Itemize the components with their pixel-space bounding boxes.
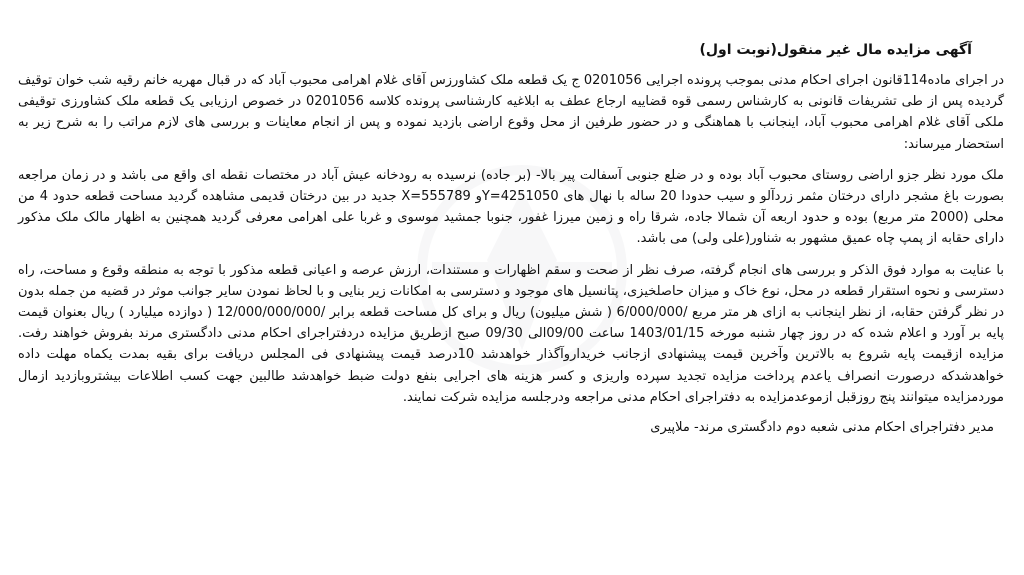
notice-paragraph-intro: در اجرای ماده114قانون اجرای احکام مدنی بموجب پرونده اجرایی 0201056 ج یک قطعه ملک کشاورزس آقای غلام اهرامی محبوب آباد که در قبال مهریه خانم رقیه شب خوان توقیف گردیده پس از طی تشریفات قانونی به کارشناس رسمی قوه قضاییه ارجاع عطف به ابلاغیه کارشناسی پرونده کلاسه 0201056 در خصوص ارزیابی یک قطعه ملک کشاورزی توقیفی ملکی آقای غلام اهرامی محبوب آباد، اینجانب با هماهنگی و در حضور طرفین از محل وقوع اراضی بازدید نموده و پس از انجام معاینات و بررسی های لازم مراتب را به شرح زیر به استحضار میرساند: bbox=[18, 73, 1005, 152]
notice-signature: مدیر دفتراجرای احکام مدنی شعبه دوم دادگستری مرند- ملاپیری bbox=[650, 420, 994, 436]
notice-body bbox=[18, 40, 1004, 451]
notice-paragraph-valuation-and-auction: با عنایت به موارد فوق الذکر و بررسی های انجام گرفته، صرف نظر از صحت و سقم اظهارات و مستندات، ارزش عرصه و اعیانی قطعه مذکور با توجه به منطقه وقوع و مساحت، راه دسترسی و نحوه استقرار قطعه در محل، نوع خاک و میزان حاصلخیزی، پتانسیل های موجود و دسترسی به امکانات زیر بنایی و با لحاظ نمودن سایر جوانب موثر در قضیه من جمله بدون در نظر گرفتن حقابه، از نظر اینجانب به ازای هر متر مربع /6/000/000 ( شش میلیون) ریال و برای کل مساحت قطعه برابر /12/000/000/000 ( دوازده میلیارد ) ریال بعنوان قیمت پایه بر آورد و اعلام شده که در روز چهار شنبه مورخه 1403/01/15 ساعت 09/00الی 09/30 صبح ازطریق مزایده دردفتراجرای احکام مدنی دادگستری مرند بفروش خواهند رفت. مزایده ازقیمت پایه شروع به بالاترین وآخرین قیمت پیشنهادی ازجانب خریداروآگذار خواهدشد 10درصد قیمت پیشنهادی فی المجلس دریافت برای بقیه بمدت یکماه مهلت داده خواهدشدکه درصورت انصراف یاعدم پرداخت مزایده تجدید سپرده واریزی و کسر هزینه های اجرایی بنفع دولت ضبط خواهدشد طالبین جهت کسب اطلاعات بیشتروبازدید ازمال موردمزایده میتوانند پنج روزقبل ازموعدمزایده به دفتراجرای احکام مدنی مراجعه ودرجلسه مزایده شرکت نمایند. bbox=[18, 262, 1005, 405]
notice-paragraph-property-description: ملک مورد نظر جزو اراضی روستای محبوب آباد بوده و در ضلع جنوبی آسفالت پیر بالا- (بر جاده) نرسیده به رودخانه عیش آباد در مختصات نقطه ای واقع می باشد و در زمان مراجعه بصورت باغ مشجر دارای درختان مثمر زردآلو و سیب حدودا 20 ساله با نهال های Y=4251050و X=555789 جدید در بین درختان قدیمی مشاهده گردید مساحت قطعه حدود 4 من محلی (2000 متر مربع) بوده و حدود اربعه آن شمالا جاده، شرقا راه و زمین میرزا غفور، جنوبا جمشید موسوی و غربا علی اهرامی معرفی گردید همچنین به اظهار مالک ملک مذکور دارای حقابه از پمپ چاه عمیق مشهور به شناور(علی ولی) می باشد. bbox=[18, 167, 1004, 247]
notice-title: آگهی مزایده مال غیر منقول(نوبت اول) bbox=[699, 42, 972, 58]
